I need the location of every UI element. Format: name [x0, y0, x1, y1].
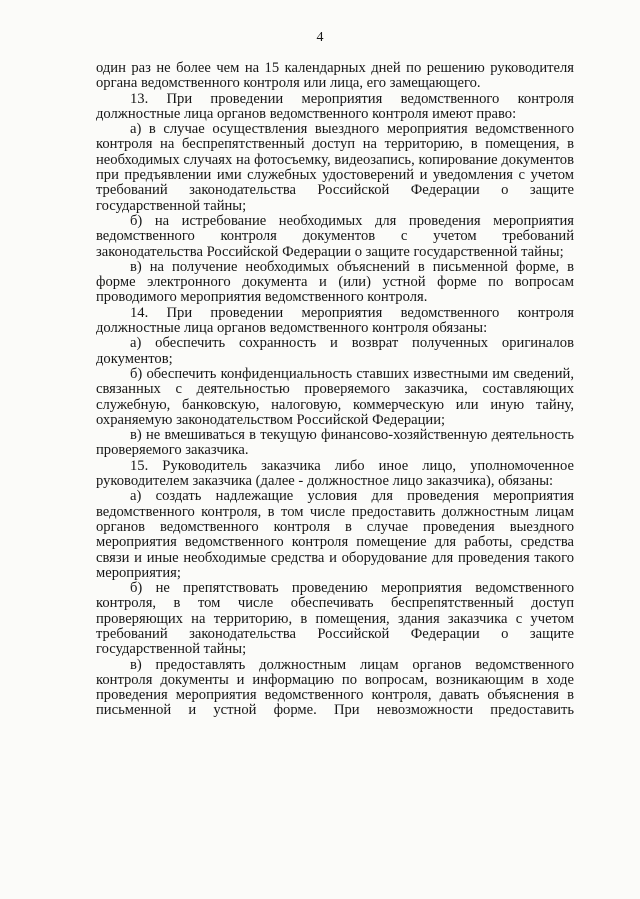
page-number: 4: [316, 30, 324, 45]
paragraph: б) обеспечить конфиденциальность ставших известными им сведений, связанных с деятельностью проверяемого заказчика, составляющих служебную, банковскую, налоговую, коммерческую или иную тайну, охраняемую законодательством Российской Федерации;: [96, 365, 574, 428]
paragraph: 15. Руководитель заказчика либо иное лицо, уполномоченное руководителем заказчика (далее - должностное лицо заказчика), обязаны:: [96, 457, 574, 490]
paragraph: б) не препятствовать проведению мероприятия ведомственного контроля, в том числе обеспечивать беспрепятственный доступ проверяющих на территорию, в помещения, здания заказчика с учетом требований законодательства Российской Федерации о защите государственной тайны;: [96, 580, 574, 658]
paragraph: а) создать надлежащие условия для проведения мероприятия ведомственного контроля, в том числе предоставить должностным лицам органов ведомственного контроля в случае проведения выездного мероприятия ведомственного контроля помещение для работы, средства связи и иные необходимые средства и оборудование для проведения такого мероприятия;: [96, 488, 574, 581]
paragraph: один раз не более чем на 15 календарных дней по решению руководителя органа ведомственного контроля или лица, его замещающего.: [96, 60, 574, 92]
paragraph: в) не вмешиваться в текущую финансово-хозяйственную деятельность проверяемого заказчика.: [96, 427, 574, 459]
paragraph: 13. При проведении мероприятия ведомственного контроля должностные лица органов ведомственного контроля имеют право:: [96, 90, 574, 122]
paragraph: а) в случае осуществления выездного мероприятия ведомственного контроля на беспрепятственный доступ на территорию, в помещения, в необходимых случаях на фотосъемку, видеозапись, копирование документов при предъявлении ими служебных удостоверений и уведомления с учетом требований законодательства Российской Федерации о защите государственной тайны;: [96, 121, 574, 214]
paragraph: б) на истребование необходимых для проведения мероприятия ведомственного контроля документов с учетом требований законодательства Российской Федерации о защите государственной тайны;: [96, 212, 574, 260]
paragraph: в) предоставлять должностным лицам органов ведомственного контроля документы и информацию по вопросам, возникающим в ходе проведения мероприятия ведомственного контроля, давать объяснения в письменной и устной форме. При невозможности предоставить: [96, 656, 574, 719]
paragraph: а) обеспечить сохранность и возврат полученных оригиналов документов;: [96, 335, 574, 367]
paragraph: в) на получение необходимых объяснений в письменной форме, в форме электронного документа и (или) устной форме по вопросам проводимого мероприятия ведомственного контроля.: [96, 258, 574, 306]
paragraph: 14. При проведении мероприятия ведомственного контроля должностные лица органов ведомственного контроля обязаны:: [96, 304, 574, 337]
document-body: [96, 61, 574, 719]
